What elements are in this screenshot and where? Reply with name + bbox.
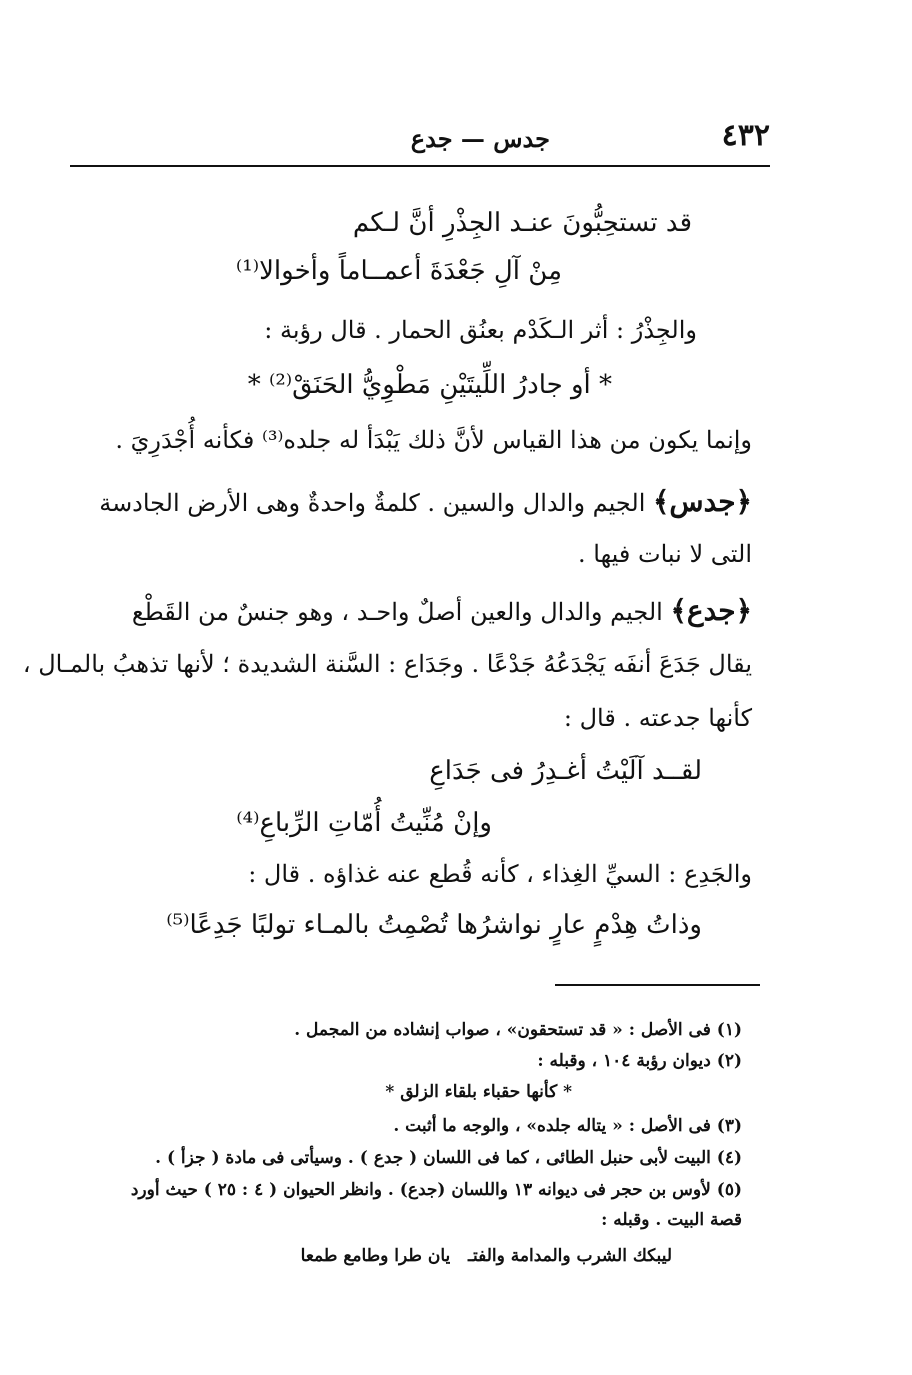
entry-line — [131, 594, 752, 627]
paragraph-line: كأنها جدعته . قال : — [563, 704, 752, 732]
footnote: (٢) ديوان رؤبة ١٠٤ ، وقبله : — [537, 1051, 742, 1071]
footnote: (٤) البيت لأبى حنبل الطائى ، كما فى اللسان ( جدع ) . وسيأتى فى مادة ( جزأ ) . — [155, 1148, 742, 1168]
footnote-verse: * كأنها حقباء بلقاء الزلق * — [385, 1082, 572, 1102]
page-number: ٤٣٢ — [721, 118, 770, 153]
entry-bracket-open-icon: ﴿ — [735, 594, 752, 627]
entry-line — [99, 485, 752, 518]
paragraph-line: التى لا نبات فيها . — [578, 540, 752, 568]
footnote: (١) فى الأصل : « قد تستحقون» ، صواب إنشاده من المجمل . — [294, 1020, 742, 1040]
footnote-rule — [555, 984, 760, 986]
entry-text: الجيم والدال والعين أصلٌ واحـد ، وهو جنسٌ من القَطْع — [131, 598, 663, 626]
verse-line: مِنْ آلِ جَعْدَةَ أعمــاماً وأخوالا⁽¹⁾ — [235, 256, 562, 286]
verse-line: وإنْ مُنِّيتُ أُمّاتِ الرِّباعِ⁽⁴⁾ — [236, 808, 492, 838]
entry-bracket-close-icon: ﴾ — [670, 594, 687, 627]
verse-line: وذاتُ هِدْمٍ عارٍ نواشرُها تُصْمِتُ بالمـاء تولبًا جَدِعًا⁽⁵⁾ — [166, 910, 702, 940]
footnote-verse: ليبكك الشرب والمدامة والفتـ يان طرا وطامع طمعا — [300, 1246, 672, 1266]
verse-line: قد تستحِبُّونَ عنـد الجِذْرِ أنَّ لـكم — [352, 208, 692, 238]
footnote: قصة البيت . وقبله : — [601, 1210, 742, 1230]
footnote: (٣) فى الأصل : « يتاله جلده» ، والوجه ما أثبت . — [393, 1116, 742, 1136]
entry-headword: جدس — [669, 485, 736, 518]
paragraph-line: والجَدِع : السيِّ الغِذاء ، كأنه قُطع عنه غذاؤه . قال : — [248, 860, 752, 888]
running-head: جدس — جدع — [410, 124, 550, 153]
entry-bracket-close-icon: ﴾ — [653, 485, 670, 518]
entry-headword: جدع — [686, 594, 736, 627]
verse-line: لقــد آلَيْتُ أغـدِرُ فى جَدَاعِ — [429, 756, 702, 786]
entry-bracket-open-icon: ﴿ — [735, 485, 752, 518]
paragraph-line: يقال جَدَعَ أنفَه يَجْدَعُهُ جَدْعًا . وجَدَاع : السَّنة الشديدة ؛ لأنها تذهبُ بالمـال ، — [22, 650, 752, 678]
footnote: (٥) لأوس بن حجر فى ديوانه ١٣ واللسان (جدع) . وانظر الحيوان ( ٤ : ٢٥ ) حيث أورد — [130, 1180, 742, 1200]
page-header — [70, 118, 770, 168]
header-rule — [70, 165, 770, 167]
paragraph-line: وإنما يكون من هذا القياس لأنَّ ذلك يَبْدَأ له جلده⁽³⁾ فكأنه أُجْدَرِيَ . — [115, 426, 752, 454]
paragraph-line: والجِذْرُ : أثر الـكَدْم بعنُق الحمار . قال رؤبة : — [264, 316, 697, 344]
verse-line: * أو جادرُ اللِّيتَيْنِ مَطْوِيُّ الحَنَقْ⁽²⁾ * — [247, 370, 612, 400]
entry-text: الجيم والدال والسين . كلمةٌ واحدةٌ وهى الأرض الجادسة — [99, 489, 646, 517]
